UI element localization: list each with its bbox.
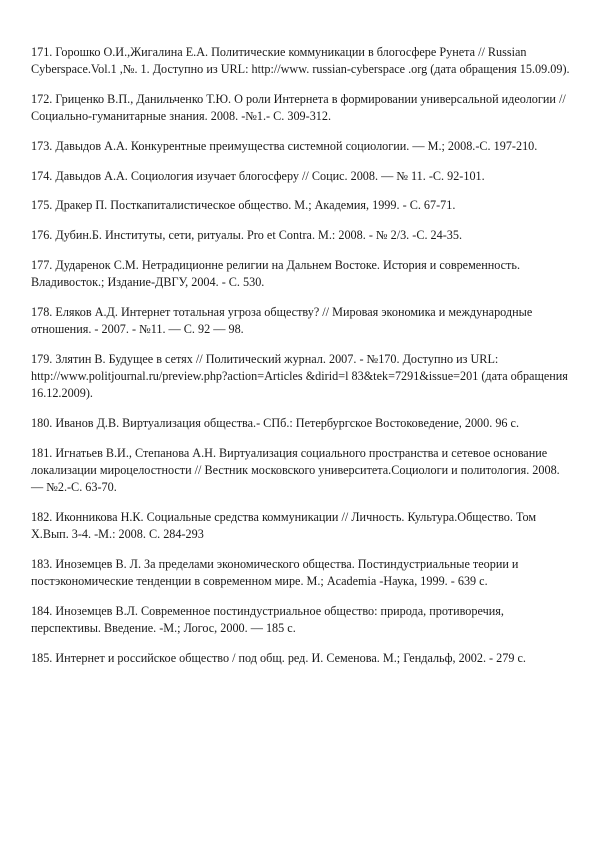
reference-number: 172. bbox=[31, 91, 53, 106]
reference-text: Интернет и российское общество / под общ. ред. И. Семенова. М.; Гендальф, 2002. - 279 с. bbox=[55, 650, 526, 665]
reference-item bbox=[31, 257, 571, 292]
reference-text: Иконникова Н.К. Социальные средства коммуникации // Личность. Культура.Общество. Том Х.Вып. 3-4. -М.: 2008. С. 284-293 bbox=[31, 509, 537, 542]
reference-text: Дубин.Б. Институты, сети, ритуалы. Pro et Contra. М.: 2008. - № 2/3. -С. 24-35. bbox=[55, 228, 463, 243]
reference-text: Еляков А.Д. Интернет тотальная угроза обществу? // Мировая экономика и международные отношения. - 2007. - №11. — С. 92 — 98. bbox=[31, 304, 533, 336]
reference-number: 181. bbox=[31, 445, 53, 460]
reference-number: 180. bbox=[31, 415, 53, 430]
reference-item bbox=[31, 445, 571, 497]
reference-item bbox=[31, 91, 571, 126]
reference-text: Злятин В. Будущее в сетях // Политический журнал. 2007. - №170. Доступно из URL: http://www.politjournal.ru/preview.php?action=Articles &dirid=l 83&tek=7291&issue=201 (дата обращения 16.12.2009). bbox=[31, 351, 568, 401]
reference-number: 171. bbox=[31, 45, 53, 59]
reference-number: 175. bbox=[31, 198, 53, 213]
reference-number: 178. bbox=[31, 304, 53, 319]
reference-item bbox=[31, 556, 571, 591]
reference-number: 176. bbox=[31, 228, 53, 243]
reference-text: Иноземцев В. Л. За пределами экономического общества. Постиндустриальные теории и постэкономические тенденции в современном мире. М.; Academia -Наука, 1999. - 639 с. bbox=[31, 556, 519, 589]
reference-text: Давыдов А.А. Социология изучает блогосферу // Социс. 2008. — № 11. -С. 92-101. bbox=[55, 168, 485, 183]
reference-number: 185. bbox=[31, 650, 53, 665]
reference-number: 182. bbox=[31, 509, 53, 524]
reference-text: Давыдов А.А. Конкурентные преимущества системной социологии. — М.; 2008.-С. 197-210. bbox=[55, 138, 538, 153]
reference-text: Игнатьев В.И., Степанова А.Н. Виртуализация социального пространства и сетевое основание локализации мироцелостности // Вестник московского университета.Социологи и политология. 2008. — №2.-С. 63-70. bbox=[31, 445, 560, 495]
reference-text: Дракер П. Посткапиталистическое общество. М.; Академия, 1999. - С. 67-71. bbox=[55, 198, 456, 213]
reference-item bbox=[31, 603, 571, 638]
reference-text: Горошко О.И.,Жигалина Е.А. Политические коммуникации в блогосфере Рунета // Russian Cyberspace.Vol.1 ,№. 1. Доступно из URL: http://www. russian-cyberspace .org (дата обращения 15.09.09). bbox=[31, 45, 570, 77]
reference-item bbox=[31, 227, 571, 244]
reference-number: 179. bbox=[31, 351, 53, 366]
reference-list bbox=[31, 44, 571, 680]
reference-text: Гриценко В.П., Данильченко Т.Ю. О роли Интернета в формировании универсальной идеологии // Социально-гуманитарные знания. 2008. -№1.- С. 309-312. bbox=[31, 91, 566, 124]
reference-number: 177. bbox=[31, 257, 53, 272]
reference-item bbox=[31, 509, 571, 544]
reference-text: Иванов Д.В. Виртуализация общества.- СПб.: Петербургское Востоковедение, 2000. 96 с. bbox=[55, 415, 520, 430]
reference-text: Иноземцев В.Л. Современное постиндустриальное общество: природа, противоречия, перспективы. Введение. -М.; Логос, 2000. — 185 с. bbox=[31, 603, 504, 636]
reference-item bbox=[31, 44, 571, 79]
reference-item bbox=[31, 351, 571, 403]
reference-item bbox=[31, 415, 571, 432]
reference-item bbox=[31, 197, 571, 214]
reference-item bbox=[31, 168, 571, 185]
reference-item bbox=[31, 650, 571, 667]
reference-number: 183. bbox=[31, 556, 53, 571]
reference-number: 184. bbox=[31, 603, 53, 618]
reference-item bbox=[31, 138, 571, 155]
reference-text: Дударенок С.М. Нетрадиционне религии на Дальнем Востоке. История и современность. Владивосток.; Издание-ДВГУ, 2004. - С. 530. bbox=[31, 257, 520, 290]
reference-item bbox=[31, 304, 571, 339]
reference-number: 173. bbox=[31, 138, 53, 153]
reference-number: 174. bbox=[31, 168, 53, 183]
